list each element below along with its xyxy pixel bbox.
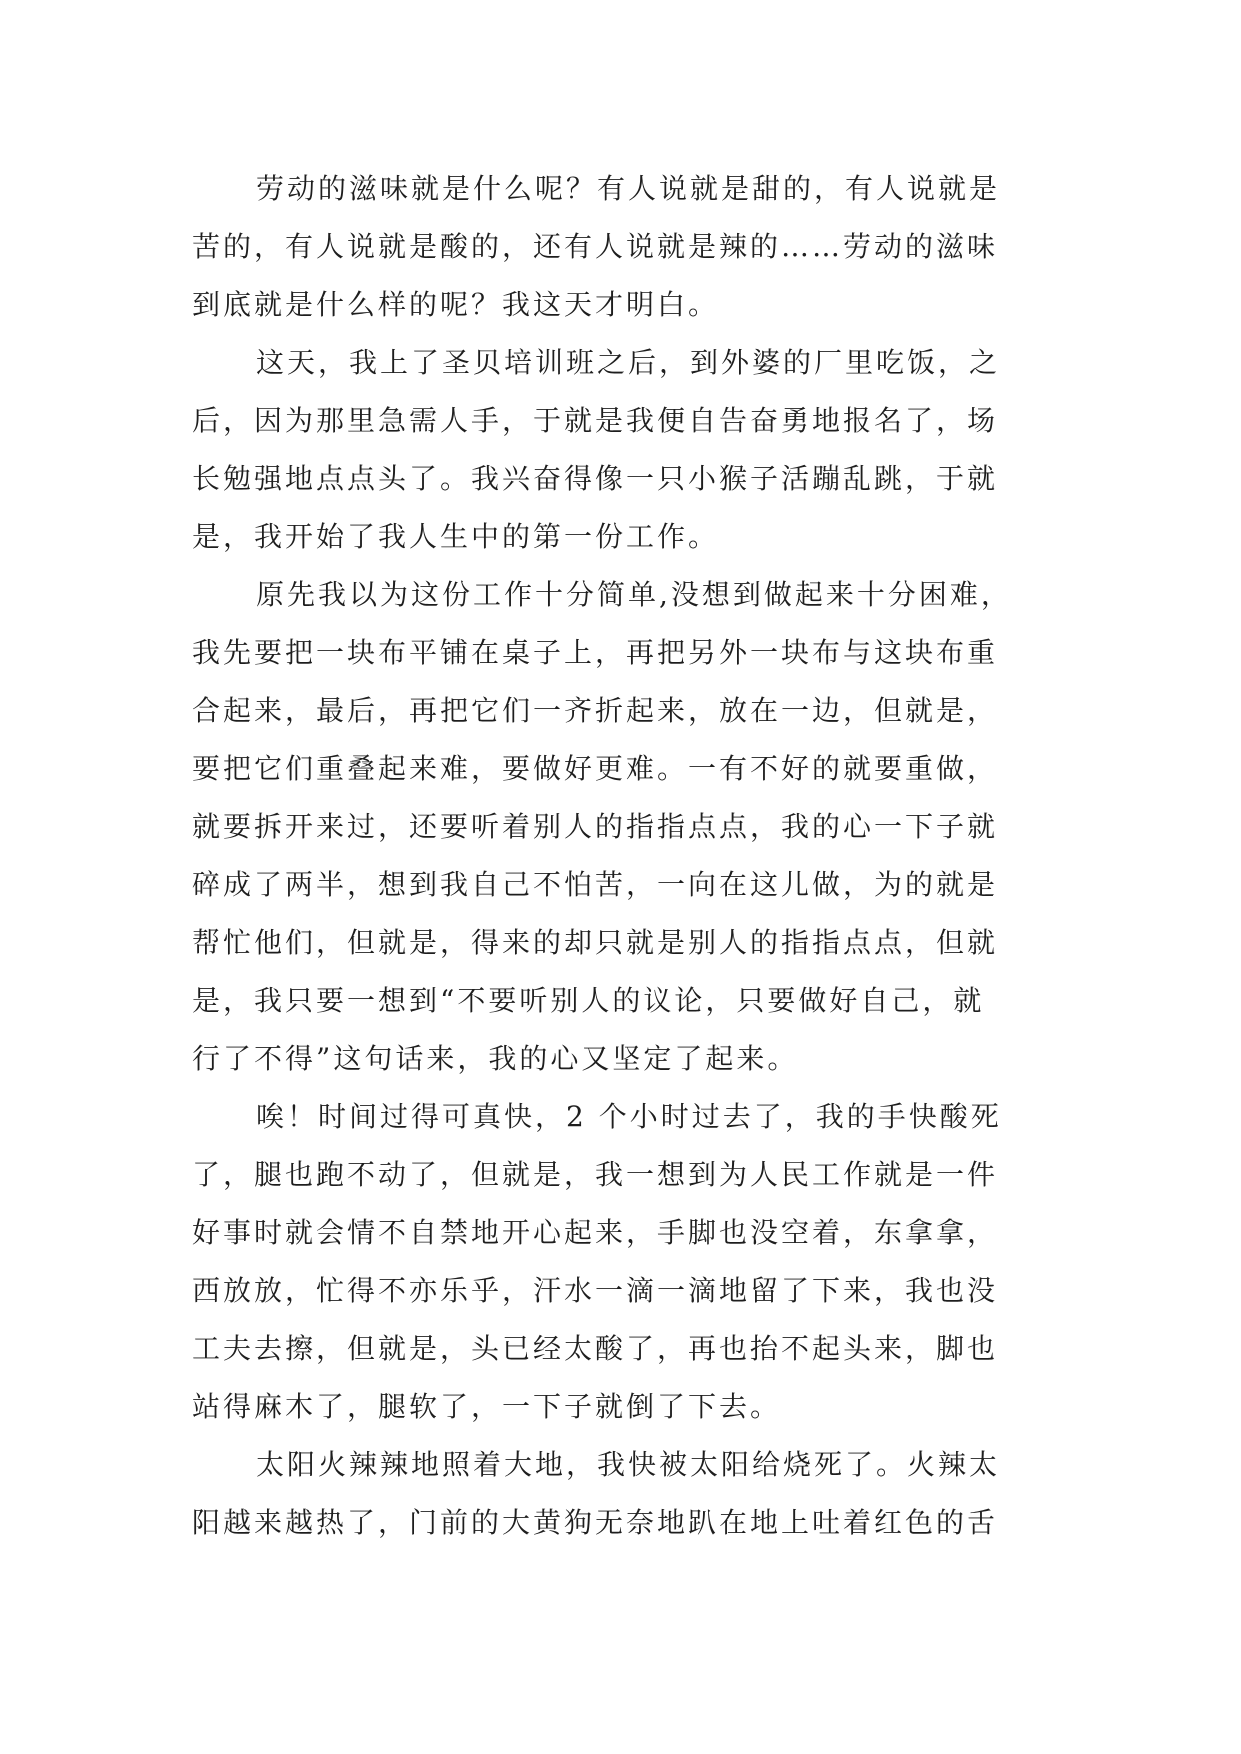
text-line: 是，我开始了我人生中的第一份工作。 — [192, 520, 720, 553]
text-line: 碎成了两半，想到我自己不怕苦，一向在这儿做，为的就是 — [192, 868, 999, 901]
text-line: 苦的，有人说就是酸的，还有人说就是辣的……劳动的滋味 — [192, 230, 999, 263]
text-line: 就要拆开来过，还要听着别人的指指点点，我的心一下子就 — [192, 810, 999, 843]
text-line: 劳动的滋味就是什么呢？有人说就是甜的，有人说就是 — [256, 172, 1001, 205]
text-line: 行了不得”这句话来，我的心又坚定了起来。 — [192, 1042, 799, 1075]
text-line: 长勉强地点点头了。我兴奋得像一只小猴子活蹦乱跳，于就 — [192, 462, 999, 495]
text-line: 西放放，忙得不亦乐乎，汗水一滴一滴地留了下来，我也没 — [192, 1274, 999, 1307]
text-line: 要把它们重叠起来难，要做好更难。一有不好的就要重做， — [192, 752, 999, 785]
text-line: 帮忙他们，但就是，得来的却只就是别人的指指点点，但就 — [192, 926, 999, 959]
paragraph — [192, 1088, 1050, 1436]
text-line: 站得麻木了，腿软了，一下子就倒了下去。 — [192, 1390, 782, 1423]
paragraph — [192, 566, 1050, 1088]
text-line: 合起来，最后，再把它们一齐折起来，放在一边，但就是， — [192, 694, 999, 727]
paragraph — [192, 160, 1050, 334]
text-line: 是，我只要一想到“不要听别人的议论，只要做好自己，就 — [192, 984, 985, 1017]
text-line: 后，因为那里急需人手，于就是我便自告奋勇地报名了，场 — [192, 404, 999, 437]
text-line: 原先我以为这份工作十分简单,没想到做起来十分困难， — [256, 578, 1012, 611]
text-line: 阳越来越热了，门前的大黄狗无奈地趴在地上吐着红色的舌 — [192, 1506, 999, 1539]
text-line: 这天，我上了圣贝培训班之后，到外婆的厂里吃饭，之 — [256, 346, 1001, 379]
text-line: 工夫去擦，但就是，头已经太酸了，再也抬不起头来，脚也 — [192, 1332, 999, 1365]
text-line: 到底就是什么样的呢？我这天才明白。 — [192, 288, 720, 321]
text-line: 唉！时间过得可真快，2 个小时过去了，我的手快酸死 — [256, 1100, 1002, 1133]
text-line: 好事时就会情不自禁地开心起来，手脚也没空着，东拿拿， — [192, 1216, 999, 1249]
paragraph — [192, 334, 1050, 566]
text-line: 太阳火辣辣地照着大地，我快被太阳给烧死了。火辣太 — [256, 1448, 1001, 1481]
document-body — [192, 160, 1050, 1552]
text-line: 了，腿也跑不动了，但就是，我一想到为人民工作就是一件 — [192, 1158, 999, 1191]
text-line: 我先要把一块布平铺在桌子上，再把另外一块布与这块布重 — [192, 636, 999, 669]
paragraph — [192, 1436, 1050, 1552]
